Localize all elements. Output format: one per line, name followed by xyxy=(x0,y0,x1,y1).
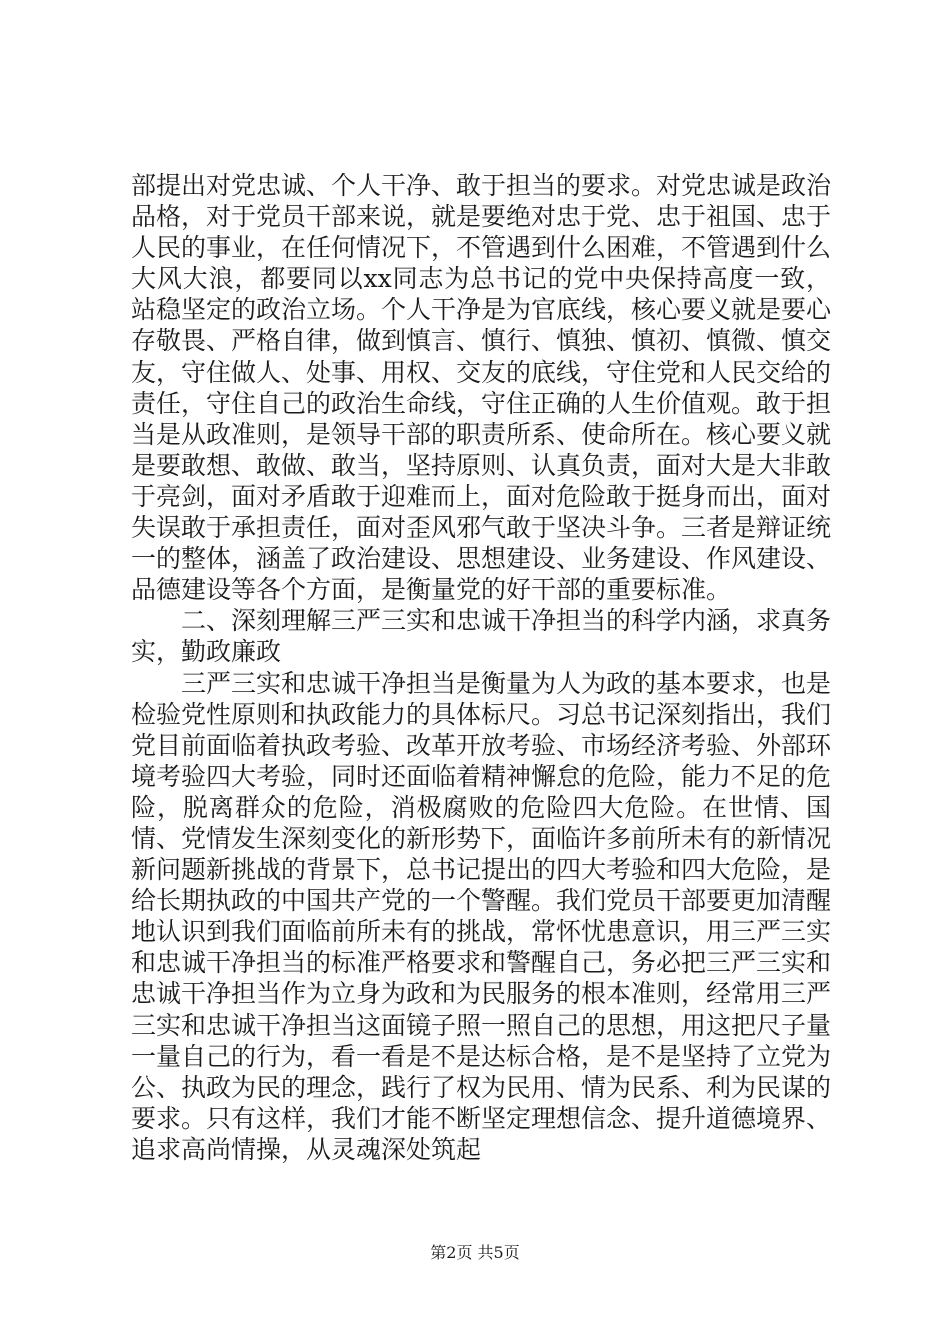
document-body xyxy=(131,170,831,1165)
paragraph-continued: 部提出对党忠诚、个人干净、敢于担当的要求。对党忠诚是政治品格，对于党员干部来说，就是要绝对忠于党、忠于祖国、忠于人民的事业，在任何情况下，不管遇到什么困难，不管遇到什么大风大浪，都要同以xx同志为总书记的党中央保持高度一致，站稳坚定的政治立场。个人干净是为官底线，核心要义就是要心存敬畏、严格自律，做到慎言、慎行、慎独、慎初、慎微、慎交友，守住做人、处事、用权、交友的底线，守住党和人民交给的责任，守住自己的政治生命线，守住正确的人生价值观。敢于担当是从政准则，是领导干部的职责所系、使命所在。核心要义就是要敢想、敢做、敢当，坚持原则、认真负责，面对大是大非敢于亮剑，面对矛盾敢于迎难而上，面对危险敢于挺身而出，面对失误敢于承担责任，面对歪风邪气敢于坚决斗争。三者是辩证统一的整体，涵盖了政治建设、思想建设、业务建设、作风建设、品德建设等各个方面，是衡量党的好干部的重要标准。 xyxy=(131,171,832,605)
page-number-footer: 第2页 共5页 xyxy=(430,1243,520,1262)
paragraph: 三严三实和忠诚干净担当是衡量为人为政的基本要求，也是检验党性原则和执政能力的具体标尺。习总书记深刻指出，我们党目前面临着执政考验、改革开放考验、市场经济考验、外部环境考验四大考验，同时还面临着精神懈怠的危险，能力不足的危险，脱离群众的危险，消极腐败的危险四大危险。在世情、国情、党情发生深刻变化的新形势下，面临许多前所未有的新情况新问题新挑战的背景下，总书记提出的四大考验和四大危险，是给长期执政的中国共产党的一个警醒。我们党员干部要更加清醒地认识到我们面临前所未有的挑战，常怀忧患意识，用三严三实和忠诚干净担当的标准严格要求和警醒自己，务必把三严三实和忠诚干净担当作为立身为政和为民服务的根本准则，经常用三严三实和忠诚干净担当这面镜子照一照自己的思想，用这把尺子量一量自己的行为，看一看是不是达标合格，是不是坚持了立党为公、执政为民的理念，践行了权为民用、情为民系、利为民谋的要求。只有这样，我们才能不断坚定理想信念、提升道德境界、追求高尚情操，从灵魂深处筑起 xyxy=(131,668,832,1164)
section-heading: 二、深刻理解三严三实和忠诚干净担当的科学内涵，求真务实，勤政廉政 xyxy=(131,606,832,667)
